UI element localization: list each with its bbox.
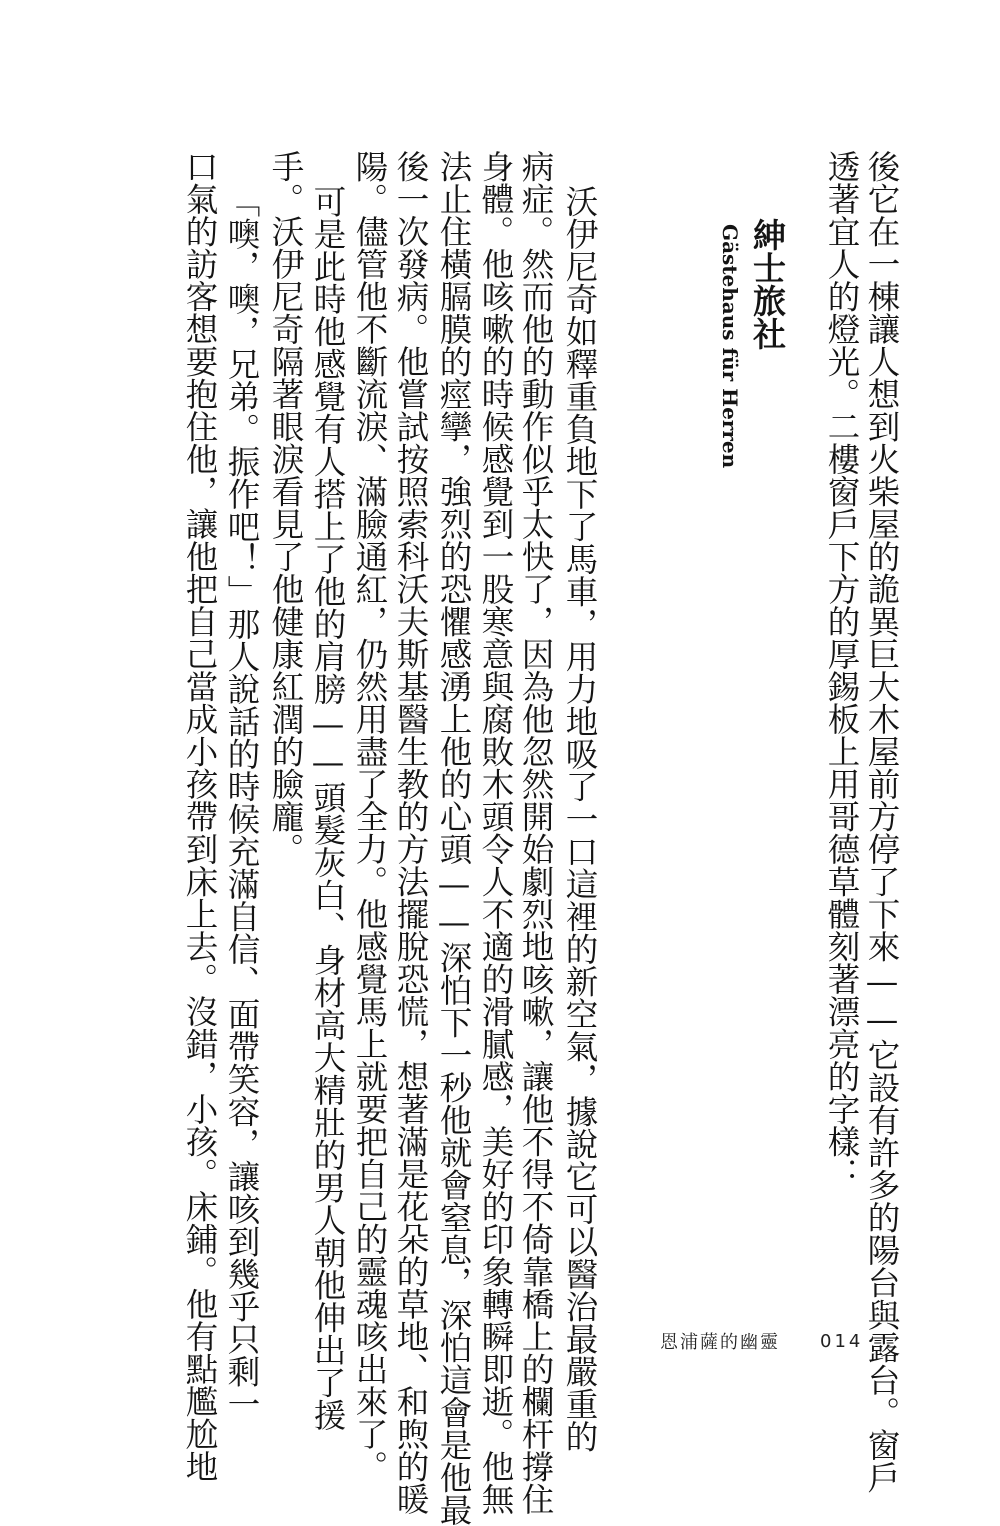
text-column-3: 沃伊尼奇如釋重負地下了馬車，用力地吸了一口這裡的新空氣，據說它可以醫治最嚴重的 (561, 185, 599, 1453)
page-footer (660, 1326, 920, 1356)
text-column-11: 「噢，噢，兄弟。振作吧！」那人說話的時候充滿自信、面帶笑容，讓咳到幾乎只剩一 (223, 185, 261, 1420)
text-column-10: 手。沃伊尼奇隔著眼淚看見了他健康紅潤的臉龐。 (267, 150, 305, 865)
text-column-5: 身體。他咳嗽的時候感覺到一股寒意與腐敗木頭令人不適的滑膩感，美好的印象轉瞬即逝。他無 (477, 150, 515, 1515)
text-column-7: 後一次發病。他嘗試按照索科沃夫斯基醫生教的方法擺脫恐慌，想著滿是花朵的草地、和煦的暖 (392, 150, 430, 1515)
text-column-9: 可是此時他感覺有人搭上了他的肩膀——頭髮灰白、身材高大精壯的男人朝他伸出了援 (309, 185, 347, 1431)
text-column-2: 透著宜人的燈光。二樓窗戶下方的厚錫板上用哥德草體刻著漂亮的字樣： (823, 150, 861, 1190)
text-column-6: 法止住橫膈膜的痙攣，強烈的恐懼感湧上他的心頭——深怕下一秒他就會窒息，深怕這會是他最 (435, 150, 473, 1526)
section-heading: 紳士旅社 (748, 218, 787, 350)
text-column-12: 口氣的訪客想要抱住他，讓他把自己當成小孩帶到床上去。沒錯，小孩。床鋪。他有點尷尬地 (181, 150, 219, 1483)
book-title: 恩浦薩的幽靈 (660, 1332, 780, 1353)
text-column-8: 陽。儘管他不斷流淚、滿臉通紅，仍然用盡了全力。他感覺馬上就要把自己的靈魂咳出來了。 (351, 150, 389, 1483)
page-number: 014 (820, 1330, 864, 1352)
text-column-4: 病症。然而他的動作似乎太快了，因為他忽然開始劇烈地咳嗽，讓他不得不倚靠橋上的欄杆撐住 (517, 150, 555, 1515)
text-column-1: 後它在一棟讓人想到火柴屋的詭異巨大木屋前方停了下來——它設有許多的陽台與露台。窗戶 (863, 150, 901, 1494)
section-heading-german: Gästehaus für Herren (718, 224, 742, 469)
